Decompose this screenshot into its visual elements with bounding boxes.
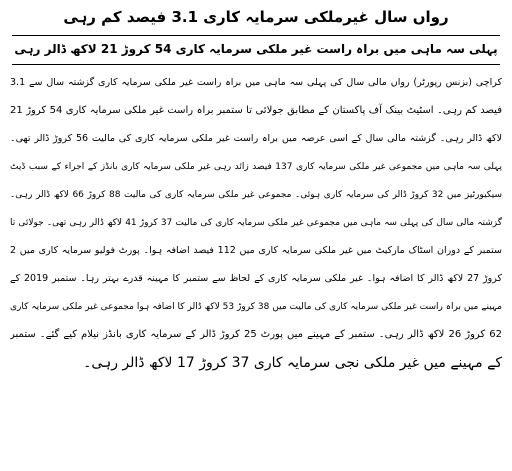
headline: رواں سال غیرملکی سرمایہ کاری 3.1 فیصد کم رہی (63, 8, 449, 26)
body-line: لاکھ ڈالر رہی۔ گزشتہ مالی سال کے اسی عرصہ میں براہ راست غیر ملکی سرمایہ کاری کی مالیت 56 کروڑ ڈالر تھی۔ (10, 133, 502, 144)
body-line: کے مہینے میں غیر ملکی نجی سرمایہ کاری 37 کروڑ 17 لاکھ ڈالر رہی۔ (83, 355, 502, 371)
body-line: پہلی سہ ماہی میں مجموعی غیر ملکی سرمایہ کاری 137 فیصد زائد رہی غیر ملکی سرمایہ کاری بانڈز کے اجراء کے سبب ڈیٹ (10, 162, 502, 172)
body-line: گزشتہ مالی سال کی پہلی سہ ماہی میں مجموعی غیر ملکی سرمایہ کاری کی مالیت 37 کروڑ 41 لاکھ ڈالر رہی تھی۔ جولائی تا (10, 218, 502, 228)
body-line: ستمبر کے دوران اسٹاک مارکیٹ میں غیر ملکی سرمایہ کاری میں 112 فیصد اضافہ ہوا۔ پورٹ فولیو سرمایہ کاری میں 2 (10, 245, 502, 256)
subheadline: پہلی سہ ماہی میں براہ راست غیر ملکی سرمایہ کاری 54 کروڑ 21 لاکھ ڈالر رہی (14, 42, 498, 56)
headline-divider (12, 35, 500, 36)
body-line: کروڑ 27 لاکھ ڈالر کا اضافہ ہوا۔ غیر ملکی سرمایہ کاری کے لحاظ سے ستمبر کا مہینہ قدرے بہتر رہا۔ ستمبر 2019 کے (10, 273, 502, 284)
body-line: 62 کروڑ 26 لاکھ ڈالر رہی۔ ستمبر کے مہینے میں پورٹ 25 کروڑ ڈالر کے سرمایہ کاری بانڈز نیلام کیے گئے۔ ستمبر (10, 329, 502, 340)
subheadline-divider (12, 64, 500, 65)
body-line: فیصد کم رہی۔ اسٹیٹ بینک آف پاکستان کے مطابق جولائی تا ستمبر براہ راست غیر ملکی سرمایہ کاری 54 کروڑ 21 (10, 105, 502, 116)
body-line: مہینے میں براہ راست غیر ملکی سرمایہ کاری کی مالیت میں 38 کروڑ 53 لاکھ ڈالر کا اضافہ ہوا مجموعی غیر ملکی سرمایہ کاری (10, 302, 502, 312)
article-body (10, 69, 502, 377)
body-line: کراچی (بزنس رپورٹر) رواں مالی سال کی پہلی سہ ماہی میں براہ راست غیر ملکی سرمایہ کاری گزشتہ سال سے 3.1 (10, 77, 502, 88)
body-line: سیکیورٹیز میں 32 کروڑ ڈالر کی سرمایہ کاری ہوئی۔ مجموعی غیر ملکی سرمایہ کاری کی مالیت 88 کروڑ 66 لاکھ ڈالر رہی۔ (10, 190, 502, 200)
